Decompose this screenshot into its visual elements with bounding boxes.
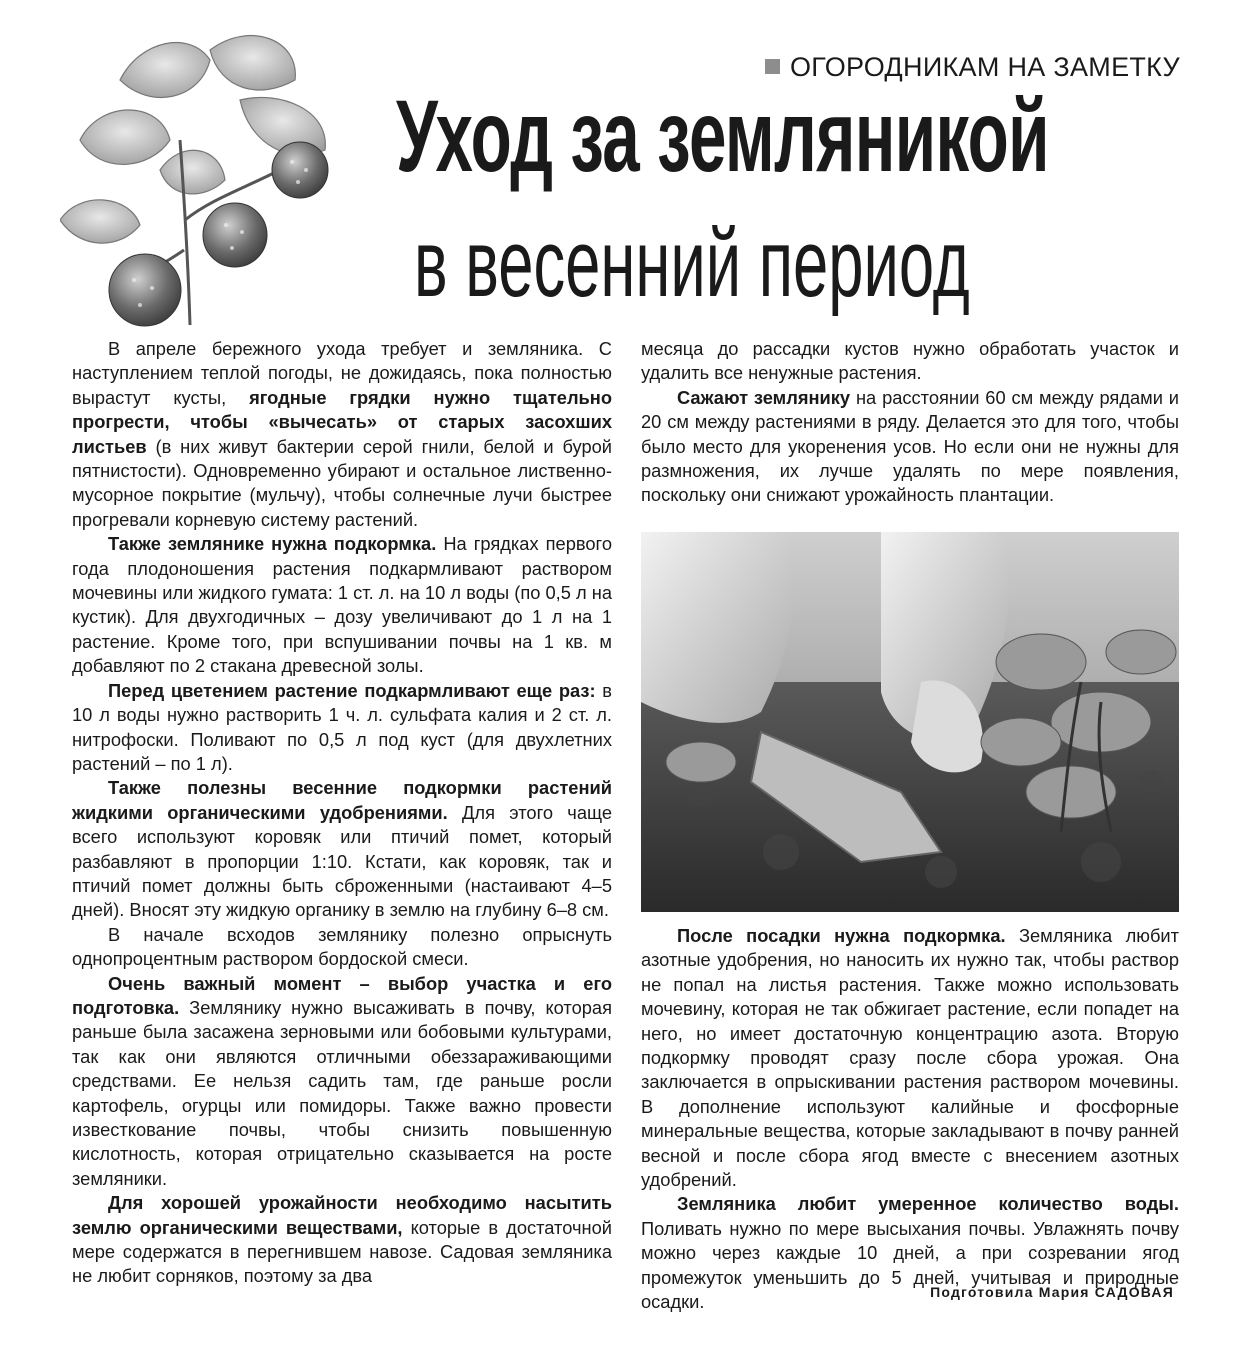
planting-photo: [641, 532, 1179, 912]
right-column-bottom: [641, 924, 1179, 1315]
right-column-top: [641, 337, 1179, 508]
paragraph: Земляника любит умеренное количество воды. Поливать нужно по мере высыхания почвы. Увлажнять почву можно через каждые 10 дней, а при созревании ягод промежуток уменьшить до 5 дней, учитывая и природные осадки.: [641, 1193, 1179, 1313]
paragraph: В апреле бережного ухода требует и земляника. С наступлением теплой погоды, не дожидаясь, пока полностью вырастут кусты, ягодные грядки нужно тщательно прогрести, чтобы «вычесать» от старых засохших листьев (в них живут бактерии серой гнили, белой и бурой пятнистости). Одновременно убирают и остальное лиственно-мусорное покрытие (мульчу), чтобы солнечные лучи быстрее прогревали корневую систему растений.: [72, 338, 612, 530]
rubric-label: ОГОРОДНИКАМ НА ЗАМЕТКУ: [790, 52, 1180, 82]
paragraph: После посадки нужна подкормка. Земляника любит азотные удобрения, но наносить их нужно так, чтобы раствор не попал на листья растения. Также можно использовать мочевину, которая не так обжигает растение, если попадет на него, но имеет достаточную концентрацию азота. Вторую подкормку проводят сразу после сбора урожая. Она заключается в опрыскивании растения раствором мочевины. В дополнение используют калийные и фосфорные минеральные вещества, которые закладывают в почву ранней весной и после сбора ягод вместе с внесением азотных удобрений.: [641, 925, 1179, 1191]
headline-line-2: в весенний период: [414, 210, 970, 317]
paragraph: Сажают землянику на расстоянии 60 см между рядами и 20 см между растениями в ряду. Делается это для того, чтобы было место для укоренения усов. Но если они не нужны для размножения, их лучше удалять по мере появления, поскольку они снижают урожайность плантации.: [641, 386, 1180, 506]
paragraph: Также полезны весенние подкормки растений жидкими органическими удобрениями. Для этого чаще всего используют коровяк или птичий помет, который разбавляют в пропорции 1:10. Кстати, как коровяк, так и птичий помет должны быть сброженными (настаивают 4–5 дней). Вносят эту жидкую органику в землю на глубину 6–8 см.: [72, 777, 613, 921]
rubric-square-icon: [765, 59, 780, 74]
strawberry-illustration: [60, 20, 380, 330]
byline: Подготовила Мария САДОВАЯ: [930, 1284, 1174, 1300]
paragraph: Очень важный момент – выбор участка и его подготовка. Землянику нужно высаживать в почву, которая раньше была засажена зерновыми или бобовыми культурами, так как они являются отличными обеззараживающими средствами. Ее нельзя садить там, где раньше росли картофель, огурцы или помидоры. Также важно провести известкование почвы, чтобы снизить повышенную кислотность, которая отрицательно сказывается на росте земляники.: [72, 972, 612, 1189]
paragraph: Для хорошей урожайности необходимо насытить землю органическими веществами, которые в достаточной мере содержатся в перегнившем навозе. Садовая земляника не любит сорняков, поэтому за два: [72, 1192, 612, 1287]
paragraph: месяца до рассадки кустов нужно обработать участок и удалить все ненужные растения.: [641, 338, 1179, 384]
paragraph: Перед цветением растение подкармливают еще раз: в 10 л воды нужно растворить 1 ч. л. сульфата калия и 2 ст. л. нитрофоски. Поливают по 0,5 л под куст (для двухлетних растений – по 1 л).: [72, 679, 612, 774]
headline-line-1: Уход за земляникой: [396, 79, 1049, 193]
left-column: [72, 337, 612, 1289]
paragraph: Также землянике нужна подкормка. На грядках первого года плодоношения растения подкармливают раствором мочевины или жидкого гумата: 1 ст. л. на 10 л воды (по 0,5 л на кустик). Для двухгодичных – дозу увеличивают до 1 л на 1 растение. Кроме того, при вспушивании почвы на 1 кв. м добавляют по 2 стакана древесной золы.: [72, 533, 612, 677]
paragraph: В начале всходов землянику полезно опрыснуть однопроцентным раствором бордоской смеси.: [72, 923, 612, 970]
